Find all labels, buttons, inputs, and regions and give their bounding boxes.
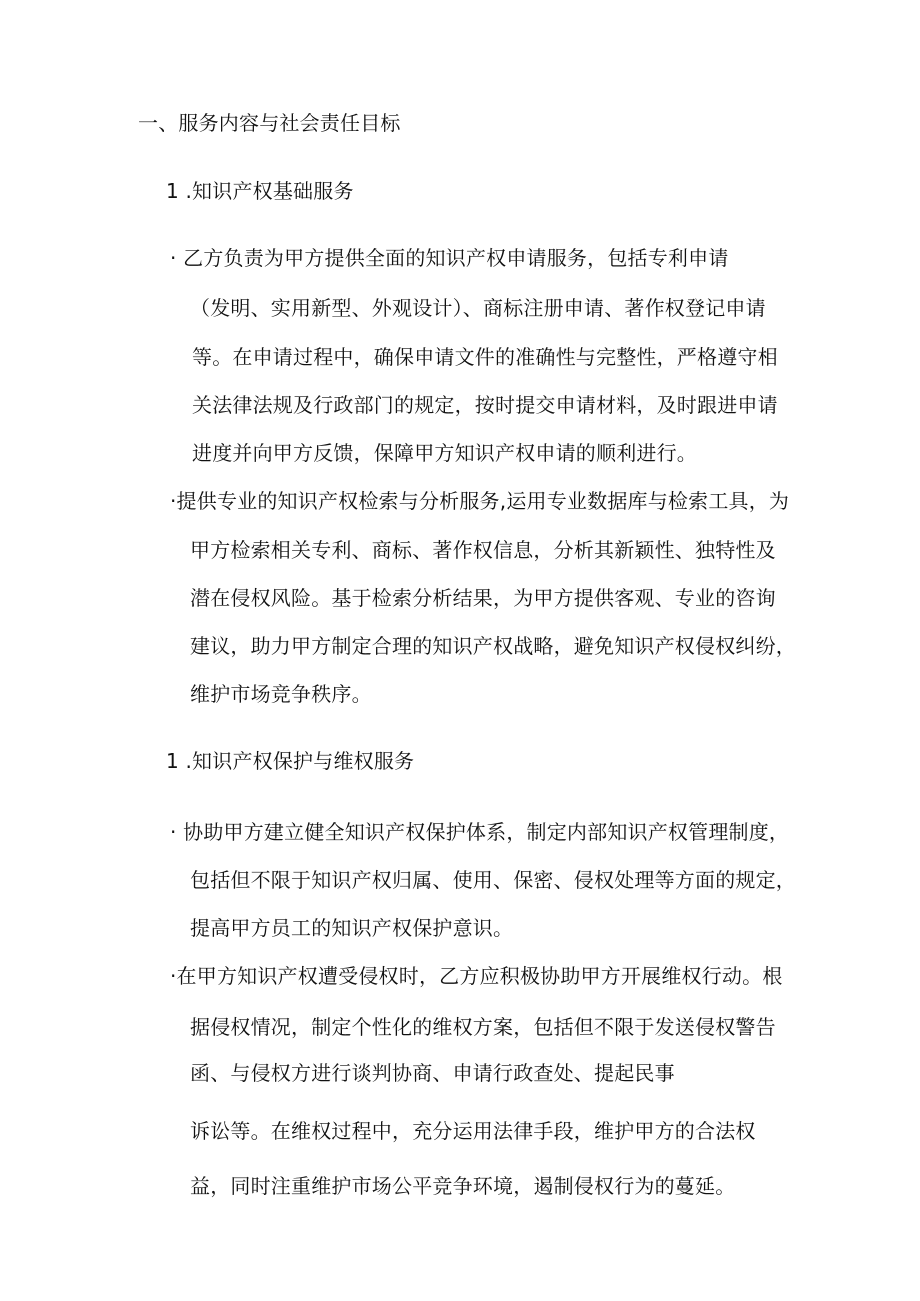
paragraph-line: ·在甲方知识产权遭受侵权时，乙方应积极协助甲方开展维权行动。根 [170,964,783,988]
paragraph-line: 益，同时注重维护市场公平竞争环境，遏制侵权行为的蔓延。 [190,1174,736,1198]
paragraph-line: （发明、实用新型、外观设计）、商标注册申请、著作权登记申请 [190,296,766,320]
paragraph-line: 包括但不限于知识产权归属、使用、保密、侵权处理等方面的规定， [190,868,796,892]
paragraph-line: 诉讼等。在维权过程中，充分运用法律手段，维护甲方的合法权 [190,1119,756,1143]
subsection-title: 1 .知识产权保护与维权服务 [166,749,415,773]
subsection-title: 1 .知识产权基础服务 [166,179,354,203]
paragraph-line: 据侵权情况，制定个性化的维权方案，包括但不限于发送侵权警告 [190,1015,776,1039]
section-heading: 一、服务内容与社会责任目标 [138,111,401,135]
paragraph-line: 潜在侵权风险。基于检索分析结果，为甲方提供客观、专业的咨询 [190,586,776,610]
paragraph-line: 关法律法规及行政部门的规定，按时提交申请材料，及时跟进申请 [192,393,778,417]
paragraph-line: 甲方检索相关专利、商标、著作权信息，分析其新颖性、独特性及 [190,538,776,562]
paragraph-line: 维护市场竞争秩序。 [190,682,372,706]
paragraph-line: 建议，助力甲方制定合理的知识产权战略，避免知识产权侵权纠纷， [190,634,796,658]
paragraph-line: ·提供专业的知识产权检索与分析服务,运用专业数据库与检索工具，为 [170,489,790,513]
paragraph-line: 函、与侵权方进行谈判协商、申请行政查处、提起民事 [190,1061,675,1085]
paragraph-line: 提高甲方员工的知识产权保护意识。 [190,916,514,940]
paragraph-line: · 协助甲方建立健全知识产权保护体系，制定内部知识产权管理制度， [170,820,790,844]
paragraph-line: · 乙方负责为甲方提供全面的知识产权申请服务，包括专利申请 [170,246,729,270]
paragraph-line: 等。在申请过程中，确保申请文件的准确性与完整性，严格遵守相 [192,345,778,369]
paragraph-line: 进度并向甲方反馈，保障甲方知识产权申请的顺利进行。 [192,441,697,465]
